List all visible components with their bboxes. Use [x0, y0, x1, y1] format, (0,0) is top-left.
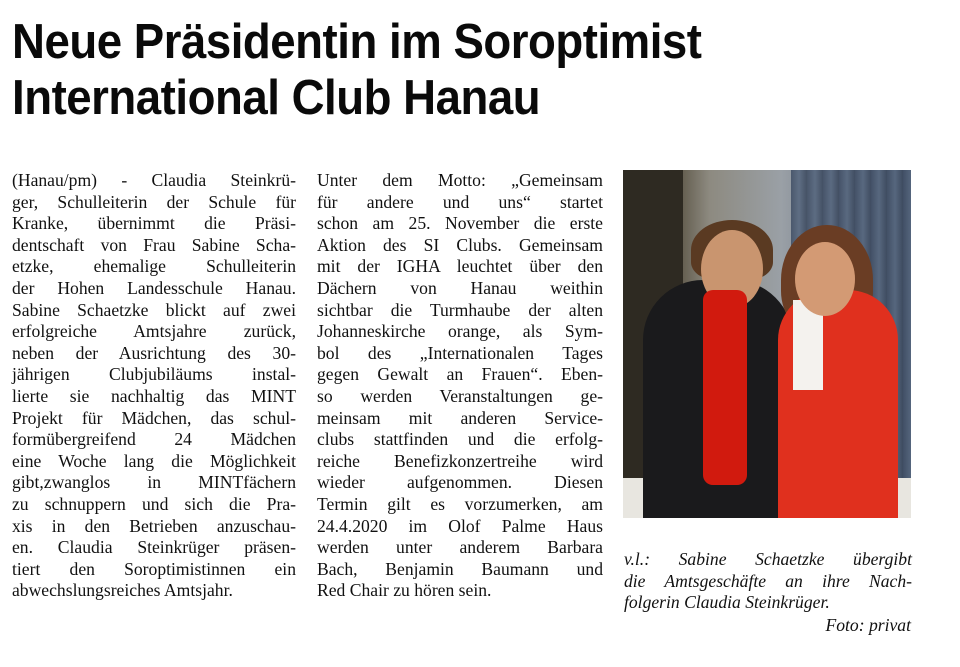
col2-line: clubs stattfinden und die erfolg- [317, 429, 603, 450]
col2-line: Termin gilt es vorzumerken, am [317, 493, 603, 514]
col2-line: Dächern von Hanau weithin [317, 277, 603, 298]
col1-line: tiert den Soroptimistinnen ein [12, 558, 296, 579]
photo-caption [624, 549, 912, 614]
col2-line: Johanneskirche orange, als Sym- [317, 321, 603, 342]
col1-line: etzke, ehemalige Schulleiterin [12, 256, 296, 277]
article-column-1 [12, 170, 296, 602]
col1-line: zu schnuppern und sich die Pra- [12, 493, 296, 514]
person-left-scarf [703, 290, 747, 485]
col2-line: Aktion des SI Clubs. Gemeinsam [317, 234, 603, 255]
caption-line: die Amtsgeschäfte an ihre Nach- [624, 570, 912, 591]
col1-line: neben der Ausrichtung des 30- [12, 342, 296, 363]
col1-line: Kranke, übernimmt die Präsi- [12, 213, 296, 234]
photo-credit: Foto: privat [825, 615, 911, 635]
person-right-head [795, 242, 855, 316]
col2-line: meinsam mit anderen Service- [317, 407, 603, 428]
col1-line: xis in den Betrieben anzuschau- [12, 515, 296, 536]
caption-line: folgerin Claudia Steinkrüger. [624, 592, 830, 613]
col2-line: gegen Gewalt an Frauen“. Eben- [317, 364, 603, 385]
headline-line-1: Neue Präsidentin im Soroptimist [12, 15, 702, 69]
col1-line: ger, Schulleiterin der Schule für [12, 191, 296, 212]
col1-line: eine Woche lang die Möglichkeit [12, 450, 296, 471]
col1-line: en. Claudia Steinkrüger präsen- [12, 537, 296, 558]
col2-line: reiche Benefizkonzertreihe wird [317, 450, 603, 471]
col2-line: Unter dem Motto: „Gemeinsam [317, 170, 603, 190]
col2-line: so werden Veranstaltungen ge- [317, 385, 603, 406]
col2-line: Bach, Benjamin Baumann und [317, 558, 603, 579]
col2-line: schon am 25. November die erste [317, 213, 603, 234]
col1-line: abwechslungsreiches Amtsjahr. [12, 580, 233, 601]
col2-line: für andere und uns“ startet [317, 191, 603, 212]
col2-line: werden unter anderem Barbara [317, 537, 603, 558]
caption-line: v.l.: Sabine Schaetzke übergibt [624, 549, 912, 569]
article-photo [623, 170, 911, 518]
col2-line: wieder aufgenommen. Diesen [317, 472, 603, 493]
col1-line: Sabine Schaetzke blickt auf zwei [12, 299, 296, 320]
col2-line: Red Chair zu hören sein. [317, 580, 492, 601]
article-headline [12, 14, 886, 126]
col1-line: gibt,zwanglos in MINTfächern [12, 472, 296, 493]
col1-line: jährigen Clubjubiläums instal- [12, 364, 296, 385]
col2-line: bol des „Internationalen Tages [317, 342, 603, 363]
col1-line: lierte sie nachhaltig das MINT [12, 385, 296, 406]
headline-line-2: International Club Hanau [12, 71, 541, 125]
col2-line: sichtbar die Turmhaube der alten [317, 299, 603, 320]
col2-line: 24.4.2020 im Olof Palme Haus [317, 515, 603, 536]
article-column-2 [317, 170, 603, 602]
col1-line: (Hanau/pm) - Claudia Steinkrü- [12, 170, 296, 190]
col1-line: erfolgreiche Amtsjahre zurück, [12, 321, 296, 342]
col2-line: mit der IGHA leuchtet über den [317, 256, 603, 277]
col1-line: dentschaft von Frau Sabine Scha- [12, 234, 296, 255]
col1-line: Projekt für Mädchen, das schul- [12, 407, 296, 428]
col1-line: formübergreifend 24 Mädchen [12, 429, 296, 450]
col1-line: der Hohen Landesschule Hanau. [12, 277, 296, 298]
